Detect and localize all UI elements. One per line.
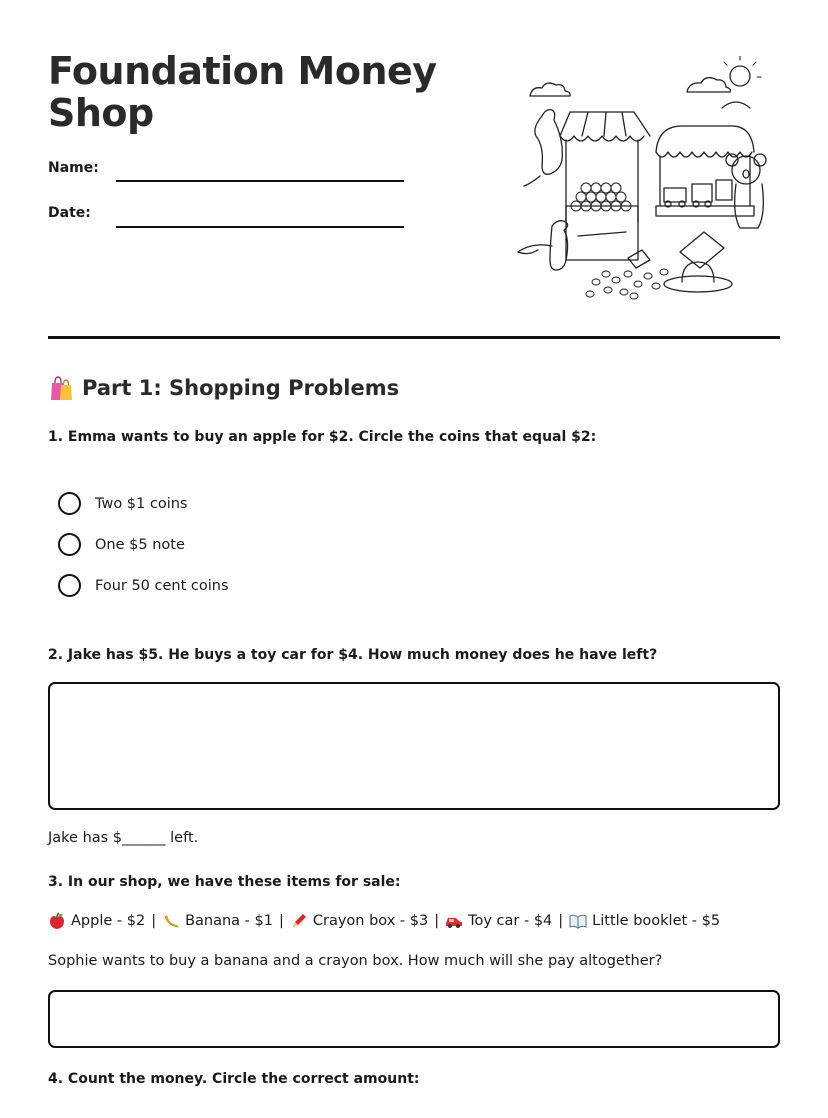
q1-option-2-circle[interactable]: [58, 533, 81, 556]
item-apple: Apple - $2: [71, 913, 146, 929]
q1-option-2-label: One $5 note: [95, 536, 185, 553]
item-separator: |: [278, 913, 284, 929]
question-4-prompt: 4. Count the money. Circle the correct amount:: [48, 1071, 420, 1087]
q1-option-3-label: Four 50 cent coins: [95, 577, 229, 594]
apple-icon: [48, 912, 66, 930]
q1-option-3[interactable]: [58, 574, 229, 597]
question-1-prompt: 1. Emma wants to buy an apple for $2. Circle the coins that equal $2:: [48, 429, 597, 445]
question-3-prompt: 3. In our shop, we have these items for sale:: [48, 874, 401, 890]
item-separator: |: [151, 913, 157, 929]
shop-items-list: [48, 912, 720, 930]
part1-title: Part 1: Shopping Problems: [82, 376, 400, 400]
item-separator: |: [558, 913, 564, 929]
item-separator: |: [434, 913, 440, 929]
market-stall-illustration: [512, 56, 774, 306]
toy-car-icon: [445, 912, 463, 930]
q1-option-1-label: Two $1 coins: [95, 495, 188, 512]
part1-heading: [48, 374, 399, 402]
name-field[interactable]: [116, 180, 404, 182]
date-field[interactable]: [116, 226, 404, 228]
q1-option-1[interactable]: [58, 492, 187, 515]
name-label: Name:: [48, 160, 99, 176]
item-toy-car: Toy car - $4: [468, 913, 553, 929]
question-2-prompt: 2. Jake has $5. He buys a toy car for $4. How much money does he have left?: [48, 647, 658, 663]
item-crayon-box: Crayon box - $3: [312, 913, 429, 929]
crayon-icon: [290, 912, 308, 930]
book-icon: [569, 912, 587, 930]
section-divider: [48, 336, 780, 339]
q2-answer-line: Jake has $______ left.: [48, 830, 199, 846]
q1-option-1-circle[interactable]: [58, 492, 81, 515]
item-little-booklet: Little booklet - $5: [592, 913, 721, 929]
q2-answer-box[interactable]: [48, 682, 780, 810]
date-label: Date:: [48, 205, 91, 221]
question-3-text: Sophie wants to buy a banana and a crayon box. How much will she pay altogether?: [48, 953, 663, 969]
q1-option-3-circle[interactable]: [58, 574, 81, 597]
banana-icon: [162, 912, 180, 930]
page-title: Foundation Money Shop: [48, 49, 437, 135]
q3-answer-box[interactable]: [48, 990, 780, 1048]
shopping-bags-icon: [48, 374, 74, 402]
item-banana: Banana - $1: [185, 913, 273, 929]
q1-option-2[interactable]: [58, 533, 185, 556]
